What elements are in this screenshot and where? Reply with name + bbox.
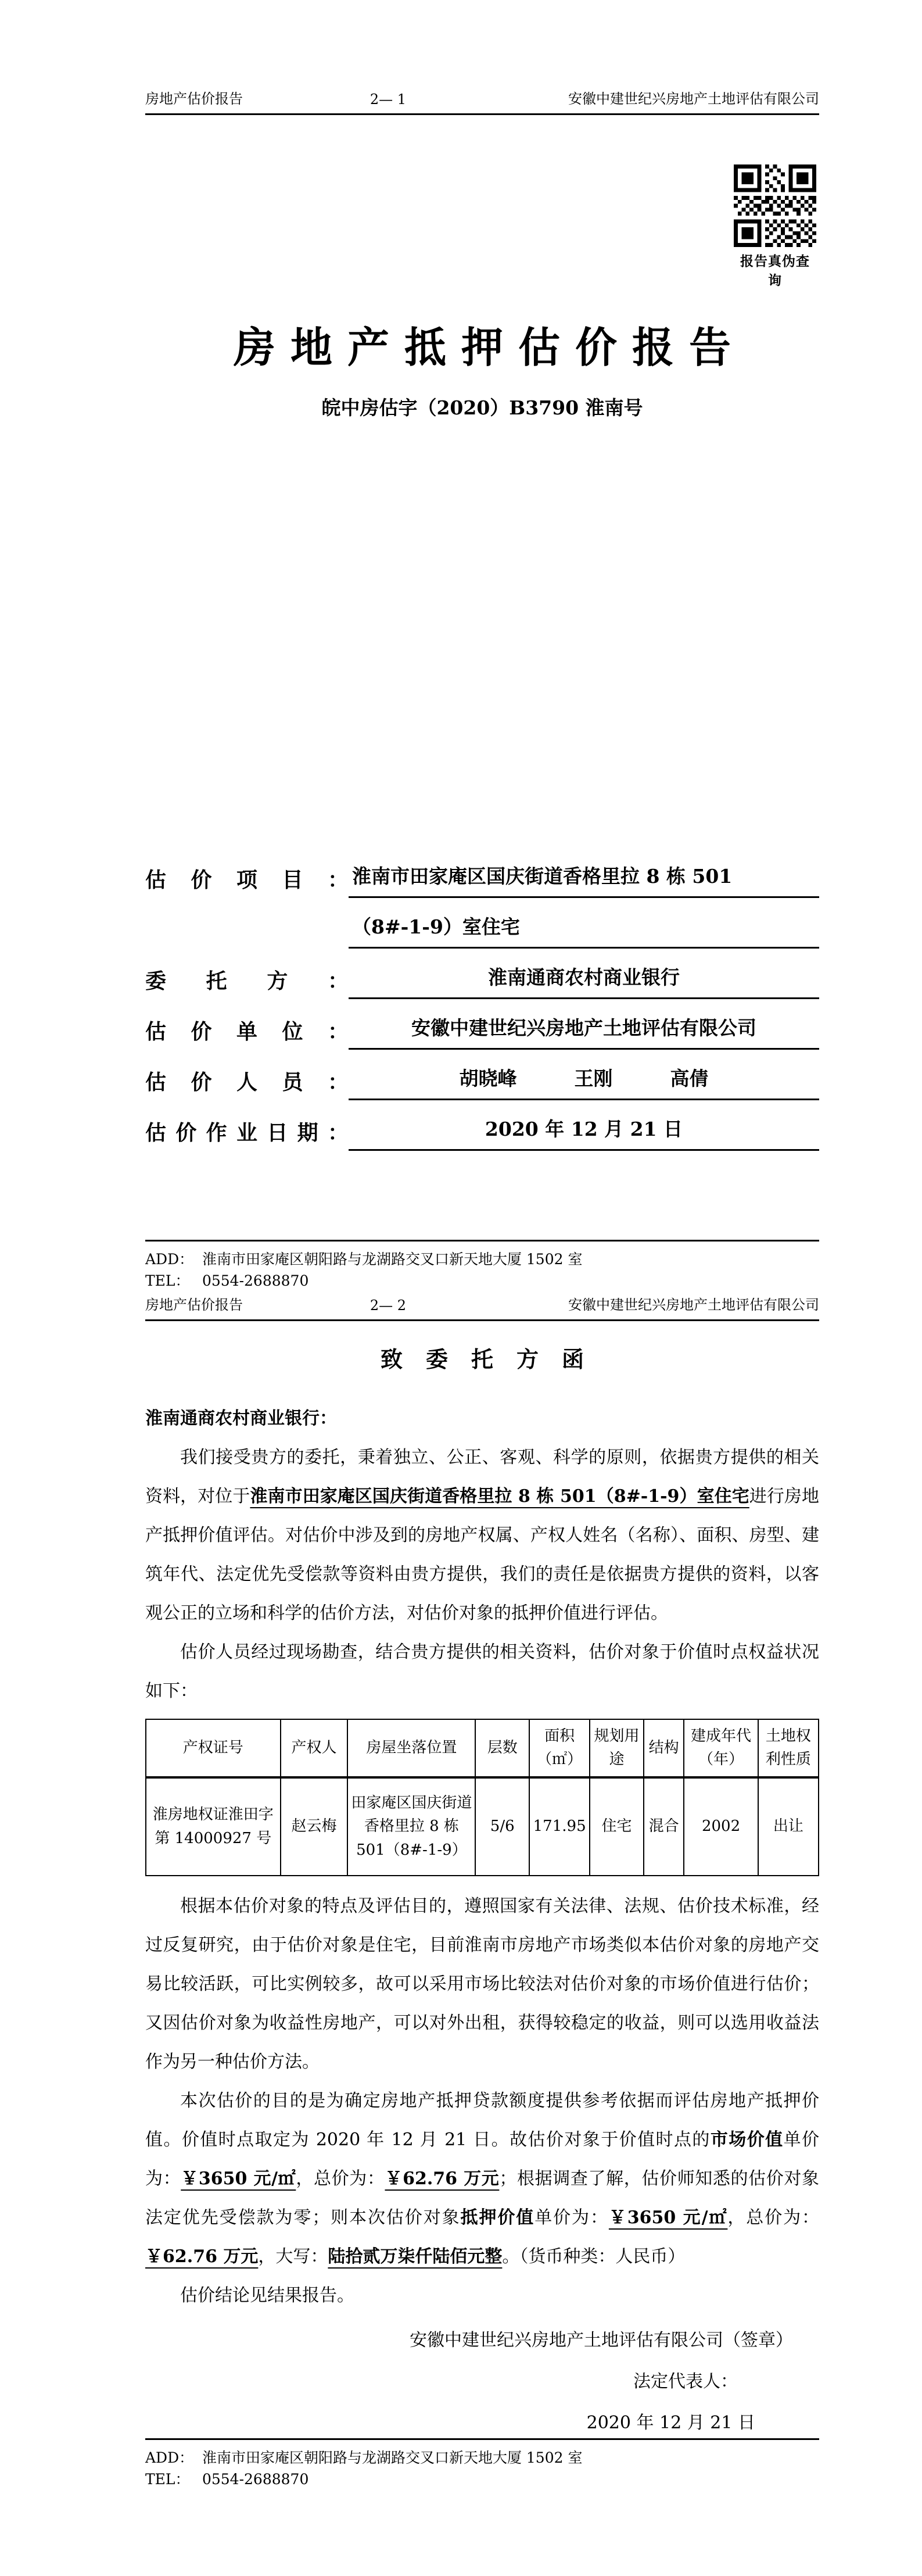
letter-paragraph-4	[145, 2081, 819, 2276]
field-agency-label: 估价单位：	[145, 1019, 349, 1044]
field-agency	[145, 1011, 819, 1050]
page2-footer	[145, 2438, 819, 2490]
cell-structure: 混合	[644, 1777, 684, 1876]
footer-phone-value: 0554-2688870	[202, 2471, 309, 2488]
footer-phone-line	[145, 2468, 819, 2490]
letter-paragraph-1	[145, 1438, 819, 1633]
footer-address-value: 淮南市田家庵区朝阳路与龙湖路交叉口新天地大厦 1502 室	[202, 2449, 583, 2466]
para4-text: ；根据调查了解，估价师知悉的估价对象法定优先受偿款为零；则本次估价对象	[145, 2168, 820, 2228]
page1-running-header	[145, 87, 819, 115]
field-date-value: 2020 年 12 月 21 日	[349, 1112, 819, 1151]
para4-text: 单价为：	[534, 2207, 609, 2228]
para4-mortgage-total-price: ￥62.76 万元	[145, 2246, 259, 2267]
col-land-right: 土地权利性质	[758, 1719, 819, 1777]
field-project-value-line2: （8#-1-9）室住宅	[349, 910, 819, 949]
cell-location: 田家庵区国庆街道香格里拉 8 栋 501（8#-1-9）	[347, 1777, 475, 1876]
para1-text: 进行房地产抵押价值评估。对估价中涉及到的房地产权属、产权人姓名（名称）、面积、房型、建筑年代、法定优先受偿款等资料由贵方提供，我们的责任是依据贵方提供的资料，以客观公正的立场和科学的估价方法，对估价对象的抵押价值进行评估。	[145, 1486, 820, 1623]
col-year-built: 建成年代（年）	[684, 1719, 758, 1777]
cell-area: 171.95	[529, 1777, 590, 1876]
footer-phone-value: 0554-2688870	[202, 1272, 309, 1289]
para4-total-price: ￥62.76 万元	[385, 2168, 500, 2189]
para4-text: ，大写：	[258, 2246, 328, 2267]
field-staff-value: 胡晓峰 王刚 高倩	[349, 1061, 819, 1100]
letter-paragraph-3: 根据本估价对象的特点及评估目的，遵照国家有关法律、法规、估价技术标准，经过反复研究，由于估价对象是住宅，目前淮南市房地产市场类似本估价对象的房地产交易比较活跃，可比实例较多，故可以采用市场比较法对估价对象的市场价值进行估价；又因估价对象为收益性房地产，可以对外出租，获得较稳定的收益，则可以选用收益法作为另一种估价方法。	[145, 1895, 819, 2072]
para4-mortgage-unit-price: ￥3650 元/㎡	[608, 2207, 728, 2228]
col-planned-use: 规划用途	[590, 1719, 644, 1777]
field-project-value-line1: 淮南市田家庵区国庆街道香格里拉 8 栋 501	[349, 859, 819, 898]
running-header-page-number: 2— 2	[369, 1297, 407, 1314]
qr-caption: 报告真伪查询	[740, 253, 810, 288]
running-header-doc-type: 房地产估价报告	[145, 1297, 243, 1313]
footer-phone-label: TEL：	[145, 1272, 190, 1289]
running-header-page-number: 2— 1	[369, 91, 407, 108]
para4-text: 。（货币种类：人民币）	[502, 2246, 686, 2267]
letter-salutation: 淮南通商农村商业银行：	[145, 1408, 337, 1429]
footer-address-line	[145, 1248, 819, 1270]
signature-legal-representative: 法定代表人：	[633, 2371, 738, 2392]
para4-market-value-term: 市场价值	[710, 2129, 784, 2150]
field-project	[145, 859, 819, 898]
col-owner: 产权人	[281, 1719, 348, 1777]
running-header-company: 安徽中建世纪兴房地产土地评估有限公司	[568, 91, 819, 107]
running-header-doc-type: 房地产估价报告	[145, 91, 243, 107]
footer-phone-line	[145, 1270, 819, 1291]
field-project-line2	[145, 910, 819, 949]
field-date-label: 估价作业日期：	[145, 1121, 349, 1145]
col-area: 面积（㎡）	[529, 1719, 590, 1777]
qr-code-icon	[734, 164, 816, 247]
footer-address-value: 淮南市田家庵区朝阳路与龙湖路交叉口新天地大厦 1502 室	[202, 1251, 583, 1268]
running-header-company: 安徽中建世纪兴房地产土地评估有限公司	[568, 1297, 819, 1313]
cover-fields	[145, 859, 819, 1162]
letter-paragraph-5: 估价结论见结果报告。	[180, 2285, 354, 2306]
signature-company: 安徽中建世纪兴房地产土地评估有限公司（签章）	[410, 2330, 793, 2350]
col-certificate-no: 产权证号	[146, 1719, 281, 1777]
field-project-label: 估价项目：	[145, 868, 349, 892]
document-title: 房地产抵押估价报告	[233, 323, 746, 372]
para1-text: 我们接受贵方的委托，秉着独立、公正、客观、科学的原则，依据贵方提供的相关资料，对位于	[145, 1447, 819, 1507]
letter-paragraph-2: 估价人员经过现场勘查，结合贵方提供的相关资料，估价对象于价值时点权益状况如下：	[145, 1642, 819, 1701]
signature-date: 2020 年 12 月 21 日	[586, 2412, 755, 2433]
report-number: 皖中房估字（2020）B3790 淮南号	[321, 396, 643, 419]
field-client-value: 淮南通商农村商业银行	[349, 960, 819, 999]
col-floor: 层数	[475, 1719, 529, 1777]
para1-subject-property: 淮南市田家庵区国庆街道香格里拉 8 栋 501（8#-1-9）室住宅	[250, 1486, 749, 1507]
report-verification-block	[734, 164, 816, 289]
footer-address-line	[145, 2447, 819, 2468]
para4-unit-price: ￥3650 元/㎡	[181, 2168, 296, 2189]
field-staff	[145, 1061, 819, 1100]
para4-text: ，总价为：	[727, 2207, 820, 2228]
page1-footer	[145, 1240, 819, 1291]
para4-text: ，总价为：	[296, 2168, 385, 2189]
footer-address-label: ADD：	[145, 1251, 194, 1268]
cell-floor: 5/6	[475, 1777, 529, 1876]
letter-title: 致委托方函	[380, 1346, 607, 1372]
letter-to-client	[145, 1326, 819, 2442]
cell-planned-use: 住宅	[590, 1777, 644, 1876]
page2-running-header	[145, 1293, 819, 1321]
field-client-label: 委托方：	[145, 969, 349, 993]
cell-year-built: 2002	[684, 1777, 758, 1876]
para4-amount-in-words: 陆拾贰万柒仟陆佰元整	[328, 2246, 503, 2267]
cell-land-right: 出让	[758, 1777, 819, 1876]
footer-phone-label: TEL：	[145, 2471, 190, 2488]
cell-certificate-no: 淮房地权证淮田字第 14000927 号	[146, 1777, 281, 1876]
footer-address-label: ADD：	[145, 2449, 194, 2466]
para4-mortgage-value-term: 抵押价值	[460, 2207, 535, 2228]
field-agency-value: 安徽中建世纪兴房地产土地评估有限公司	[349, 1011, 819, 1050]
table-row	[146, 1777, 819, 1876]
table-header-row	[146, 1719, 819, 1777]
col-location: 房屋坐落位置	[347, 1719, 475, 1777]
field-staff-label: 估价人员：	[145, 1070, 349, 1094]
cell-owner: 赵云梅	[281, 1777, 348, 1876]
property-rights-table	[145, 1719, 819, 1876]
field-date	[145, 1112, 819, 1151]
field-client	[145, 960, 819, 999]
para4-text: 本次估价的目的是为确定房地产抵押贷款额度提供参考依据而评估房地产抵押价值。价值时点取定为 2020 年 12 月 21 日。故估价对象于价值时点的	[145, 2090, 819, 2150]
col-structure: 结构	[644, 1719, 684, 1777]
para4-text: 单价为：	[145, 2129, 820, 2189]
